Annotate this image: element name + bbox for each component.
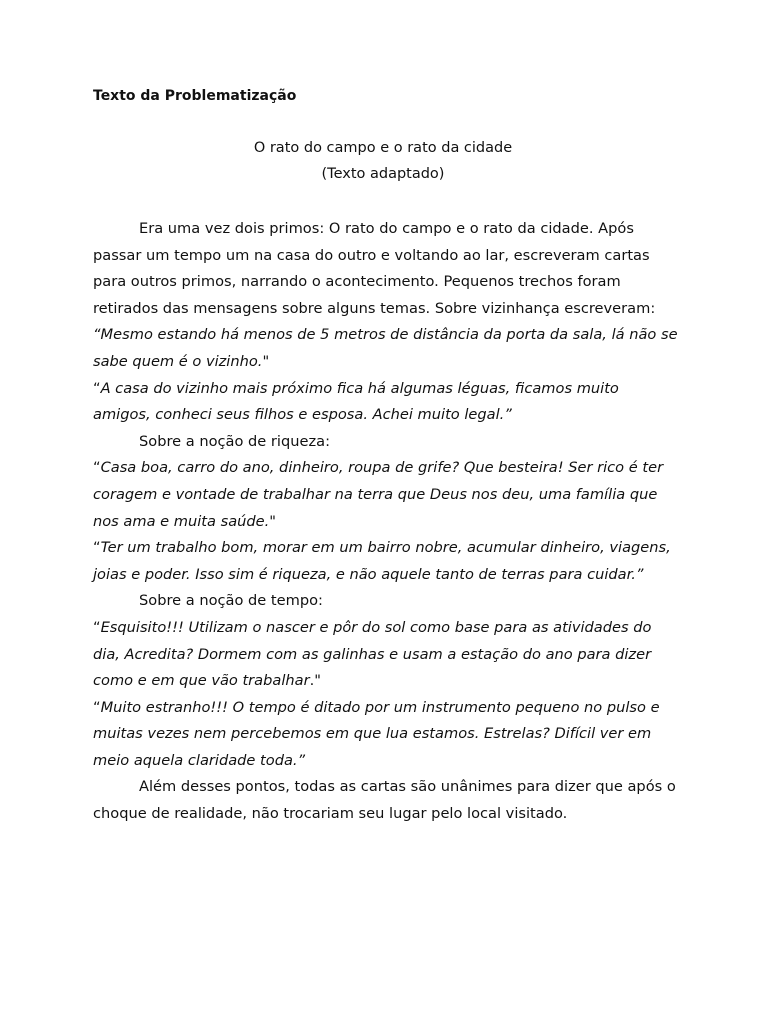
quote-paragraph <box>93 615 678 695</box>
riqueza-intro: Sobre a noção de riqueza: <box>139 432 330 450</box>
quote-paragraph <box>93 322 678 375</box>
quote-mark: " <box>269 512 276 530</box>
story-title: O rato do campo e o rato da cidade <box>253 140 513 156</box>
quote-text: “Mesmo estando há menos de 5 metros de distância da porta da sala, lá não se sabe quem é o vizinho. <box>93 326 678 370</box>
quote-mark: “ <box>93 698 101 716</box>
quote-mark: “ <box>93 539 101 557</box>
tempo-intro: Sobre a noção de tempo: <box>139 592 323 610</box>
quote-text: Esquisito!!! Utilizam o nascer e pôr do sol como base para as atividades do dia, Acredita? Dormem com as galinhas e usam a estação do ano para dizer como e em que vão trabalhar <box>93 618 652 690</box>
quote-paragraph <box>93 376 678 429</box>
quote-mark: “ <box>93 618 101 636</box>
quote-paragraph <box>93 455 678 535</box>
section-heading: Texto da Problematização <box>93 88 297 104</box>
quote-paragraph <box>93 535 678 588</box>
quote-mark: ." <box>309 672 321 690</box>
quote-mark: “ <box>93 379 101 397</box>
story-body <box>93 216 678 828</box>
quote-mark: " <box>262 352 270 370</box>
quote-text: Ter um trabalho bom, morar em um bairro nobre, acumular dinheiro, viagens, joias e poder. Isso sim é riqueza, e não aquele tanto de terras para cuidar.” <box>93 539 671 583</box>
conclusion-paragraph: Além desses pontos, todas as cartas são unânimes para dizer que após o choque de realidade, não trocariam seu lugar pelo local visitado. <box>93 778 676 823</box>
story-subtitle: (Texto adaptado) <box>321 166 445 182</box>
quote-text: A casa do vizinho mais próximo fica há algumas léguas, ficamos muito amigos, conheci seus filhos e esposa. Achei muito legal.” <box>93 379 619 424</box>
quote-mark: “ <box>93 459 101 477</box>
intro-paragraph: Era uma vez dois primos: O rato do campo e o rato da cidade. Após passar um tempo um na casa do outro e voltando ao lar, escreveram cartas para outros primos, narrando o acontecimento. Pequenos trechos foram retirados das mensagens sobre alguns temas. Sobre vizinhança escreveram: <box>93 220 656 317</box>
quote-text: Casa boa, carro do ano, dinheiro, roupa de grife? Que besteira! Ser rico é ter coragem e vontade de trabalhar na terra que Deus nos deu, uma família que nos ama e muita saúde. <box>93 459 664 530</box>
quote-paragraph <box>93 695 678 775</box>
quote-text: Muito estranho!!! O tempo é ditado por um instrumento pequeno no pulso e muitas vezes nem percebemos em que lua estamos. Estrelas? Difícil ver em meio aquela claridade toda.” <box>93 698 660 769</box>
